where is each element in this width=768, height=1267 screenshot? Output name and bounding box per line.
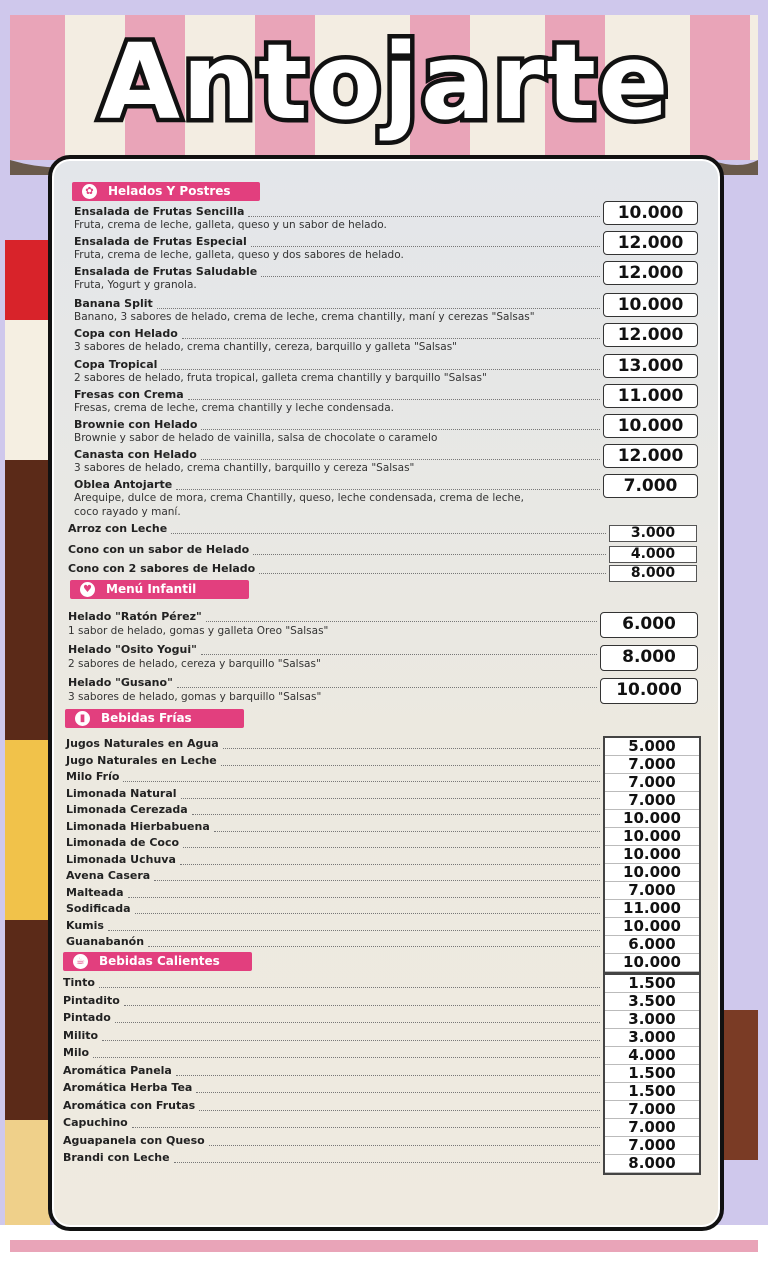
leader-dots	[176, 489, 600, 490]
menu-item-price: 7.000	[605, 1119, 699, 1137]
leader-dots	[171, 533, 606, 534]
menu-item-description: 2 sabores de helado, cereza y barquillo "Salsas"	[68, 658, 321, 670]
menu-item-price: 12.000	[603, 323, 698, 347]
leader-dots	[181, 798, 600, 799]
menu-item-name: Canasta con Helado	[74, 448, 197, 461]
menu-item-name: Aromática Panela	[63, 1063, 172, 1077]
menu-item-price: 8.000	[605, 1155, 699, 1173]
menu-item-name: Jugos Naturales en Agua	[66, 737, 219, 750]
frias-icon: ▮	[75, 711, 90, 726]
menu-item-name: Oblea Antojarte	[74, 478, 173, 491]
leader-dots	[99, 987, 600, 988]
frias-header-label: Bebidas Frías	[101, 711, 192, 725]
menu-item-name: Limonada de Coco	[66, 836, 180, 849]
menu-item-price: 6.000	[605, 936, 699, 954]
menu-item-name: Aromática con Frutas	[63, 1098, 196, 1112]
leader-dots	[148, 946, 600, 947]
leader-dots	[124, 1005, 600, 1006]
infantil-section-header	[70, 580, 249, 599]
leader-dots	[123, 781, 600, 782]
infantil-header-label: Menú Infantil	[106, 582, 197, 596]
leader-dots	[183, 847, 600, 848]
menu-item-name: Pintadito	[63, 993, 120, 1007]
menu-item-description: Fresas, crema de leche, crema chantilly y leche condensada.	[74, 402, 394, 414]
menu-item-price: 8.000	[600, 645, 698, 671]
menu-item-name: Fresas con Crema	[74, 388, 184, 401]
brand-title: Antojarte	[99, 21, 671, 143]
menu-item-description: Arequipe, dulce de mora, crema Chantilly, queso, leche condensada, crema de leche,	[74, 492, 524, 504]
menu-item-name: Helado "Osito Yogui"	[68, 643, 197, 656]
menu-item-description: Brownie y sabor de helado de vainilla, salsa de chocolate o caramelo	[74, 432, 438, 444]
brand-logo	[30, 18, 740, 148]
menu-item-name: Ensalada de Frutas Sencilla	[74, 205, 245, 218]
menu-item-description: 3 sabores de helado, crema chantilly, cereza, barquillo y galleta "Salsas"	[74, 341, 458, 353]
menu-item-name: Pintado	[63, 1011, 111, 1024]
menu-item-price: 10.000	[605, 846, 699, 864]
menu-item-price: 11.000	[605, 900, 699, 918]
leader-dots	[102, 1040, 600, 1041]
menu-item-name: Copa con Helado	[74, 327, 178, 340]
leader-dots	[192, 814, 600, 815]
menu-item-price: 10.000	[605, 810, 699, 828]
menu-item-description: Fruta, crema de leche, galleta, queso y dos sabores de helado.	[74, 249, 404, 261]
menu-item-name: Jugo Naturales en Leche	[66, 753, 217, 767]
menu-item-name: Ensalada de Frutas Especial	[74, 235, 247, 248]
menu-item-price: 12.000	[603, 231, 698, 255]
menu-item-description: 2 sabores de helado, fruta tropical, galleta crema chantilly y barquillo "Salsas"	[74, 372, 487, 384]
menu-item-description: 3 sabores de helado, crema chantilly, barquillo y cereza "Salsas"	[74, 462, 415, 474]
leader-dots	[132, 1127, 600, 1128]
menu-item-name: Guanabanón	[66, 935, 145, 948]
menu-item-price: 12.000	[603, 261, 698, 285]
menu-item-description: coco rayado y maní.	[74, 506, 181, 518]
leader-dots	[176, 1075, 600, 1076]
hot-drinks-price-column	[603, 973, 701, 1175]
menu-item-price: 7.000	[605, 1101, 699, 1119]
calientes-icon: ☕	[73, 954, 88, 969]
menu-item-name: Malteada	[66, 885, 124, 899]
menu-item-name: Limonada Hierbabuena	[66, 819, 210, 833]
menu-item-price: 7.000	[605, 774, 699, 792]
calientes-header-label: Bebidas Calientes	[99, 954, 220, 968]
leader-dots	[154, 880, 600, 881]
leader-dots	[161, 369, 600, 370]
menu-item-price: 3.000	[609, 525, 697, 542]
leader-dots	[261, 276, 600, 277]
menu-item-description: 1 sabor de helado, gomas y galleta Oreo "Salsas"	[68, 625, 329, 637]
menu-item-price: 3.000	[605, 1011, 699, 1029]
helados-section-header	[72, 182, 260, 201]
menu-item-price: 1.500	[605, 1083, 699, 1101]
menu-item-description: Banano, 3 sabores de helado, crema de leche, crema chantilly, maní y cerezas "Salsas"	[74, 311, 535, 323]
leader-dots	[209, 1145, 600, 1146]
menu-item-price: 8.000	[609, 565, 697, 582]
leader-dots	[196, 1092, 600, 1093]
menu-item-name: Limonada Uchuva	[66, 852, 176, 866]
menu-item-description: Fruta, crema de leche, galleta, queso y un sabor de helado.	[74, 219, 387, 231]
menu-item-price: 7.000	[605, 882, 699, 900]
leader-dots	[223, 748, 600, 749]
leader-dots	[174, 1162, 600, 1163]
helados-header-label: Helados Y Postres	[108, 184, 231, 198]
menu-item-name: Brandi con Leche	[63, 1151, 170, 1164]
leader-dots	[201, 654, 597, 655]
menu-item-price: 1.500	[605, 1065, 699, 1083]
menu-item-name: Sodificada	[66, 902, 131, 915]
leader-dots	[201, 459, 600, 460]
infantil-icon: ♥	[80, 582, 95, 597]
menu-item-price: 11.000	[603, 384, 698, 408]
menu-item-name: Milo Frío	[66, 770, 120, 783]
menu-item-price: 10.000	[600, 678, 698, 704]
leader-dots	[251, 246, 600, 247]
menu-item-price: 10.000	[605, 828, 699, 846]
menu-item-price: 10.000	[603, 414, 698, 438]
menu-item-price: 10.000	[603, 201, 698, 225]
leader-dots	[128, 897, 600, 898]
menu-item-name: Aguapanela con Queso	[63, 1133, 205, 1147]
menu-item-price: 7.000	[603, 474, 698, 498]
menu-item-name: Brownie con Helado	[74, 418, 198, 431]
menu-item-price: 10.000	[605, 918, 699, 936]
leader-dots	[115, 1022, 600, 1023]
menu-item-description: Fruta, Yogurt y granola.	[74, 279, 197, 291]
menu-item-name: Aromática Herba Tea	[63, 1081, 193, 1094]
menu-item-name: Ensalada de Frutas Saludable	[74, 265, 258, 278]
menu-item-name: Cono con un sabor de Helado	[68, 543, 250, 556]
menu-item-price: 13.000	[603, 354, 698, 378]
menu-item-name: Banana Split	[74, 297, 153, 310]
leader-dots	[259, 573, 606, 574]
menu-item-name: Milito	[63, 1028, 99, 1042]
cold-drinks-price-column	[603, 736, 701, 974]
menu-item-price: 7.000	[605, 792, 699, 810]
leader-dots	[180, 864, 600, 865]
menu-item-price: 7.000	[605, 756, 699, 774]
leader-dots	[253, 554, 606, 555]
leader-dots	[188, 399, 600, 400]
menu-item-price: 3.000	[605, 1029, 699, 1047]
menu-item-price: 7.000	[605, 1137, 699, 1155]
menu-item-price: 5.000	[605, 738, 699, 756]
menu-item-price: 3.500	[605, 993, 699, 1011]
menu-item-name: Cono con 2 sabores de Helado	[68, 562, 256, 575]
menu-item-name: Helado "Ratón Pérez"	[68, 610, 202, 623]
leader-dots	[199, 1110, 600, 1111]
menu-item-name: Helado "Gusano"	[68, 676, 173, 689]
menu-item-description: 3 sabores de helado, gomas y barquillo "Salsas"	[68, 691, 322, 703]
leader-dots	[135, 913, 600, 914]
calientes-section-header	[63, 952, 252, 971]
leader-dots	[206, 621, 597, 622]
leader-dots	[177, 687, 597, 688]
helados-icon: ✿	[82, 184, 97, 199]
menu-item-name: Limonada Cerezada	[66, 803, 188, 816]
leader-dots	[157, 308, 600, 309]
frias-section-header	[65, 709, 244, 728]
menu-item-name: Copa Tropical	[74, 358, 158, 371]
menu-item-name: Capuchino	[63, 1116, 128, 1129]
menu-item-price: 6.000	[600, 612, 698, 638]
menu-item-price: 4.000	[605, 1047, 699, 1065]
menu-item-price: 10.000	[603, 293, 698, 317]
menu-item-name: Arroz con Leche	[68, 522, 168, 535]
leader-dots	[201, 429, 600, 430]
leader-dots	[182, 338, 600, 339]
menu-item-price: 10.000	[605, 954, 699, 972]
leader-dots	[214, 831, 600, 832]
menu-item-price: 12.000	[603, 444, 698, 468]
menu-item-price: 4.000	[609, 546, 697, 563]
leader-dots	[221, 765, 600, 766]
leader-dots	[108, 930, 600, 931]
menu-item-price: 1.500	[605, 975, 699, 993]
menu-item-price: 10.000	[605, 864, 699, 882]
leader-dots	[248, 216, 600, 217]
leader-dots	[93, 1057, 600, 1058]
menu-item-name: Tinto	[63, 976, 95, 989]
menu-item-name: Milo	[63, 1046, 90, 1059]
menu-item-name: Kumis	[66, 918, 104, 932]
menu-item-name: Limonada Natural	[66, 786, 177, 800]
menu-item-name: Avena Casera	[66, 869, 151, 882]
